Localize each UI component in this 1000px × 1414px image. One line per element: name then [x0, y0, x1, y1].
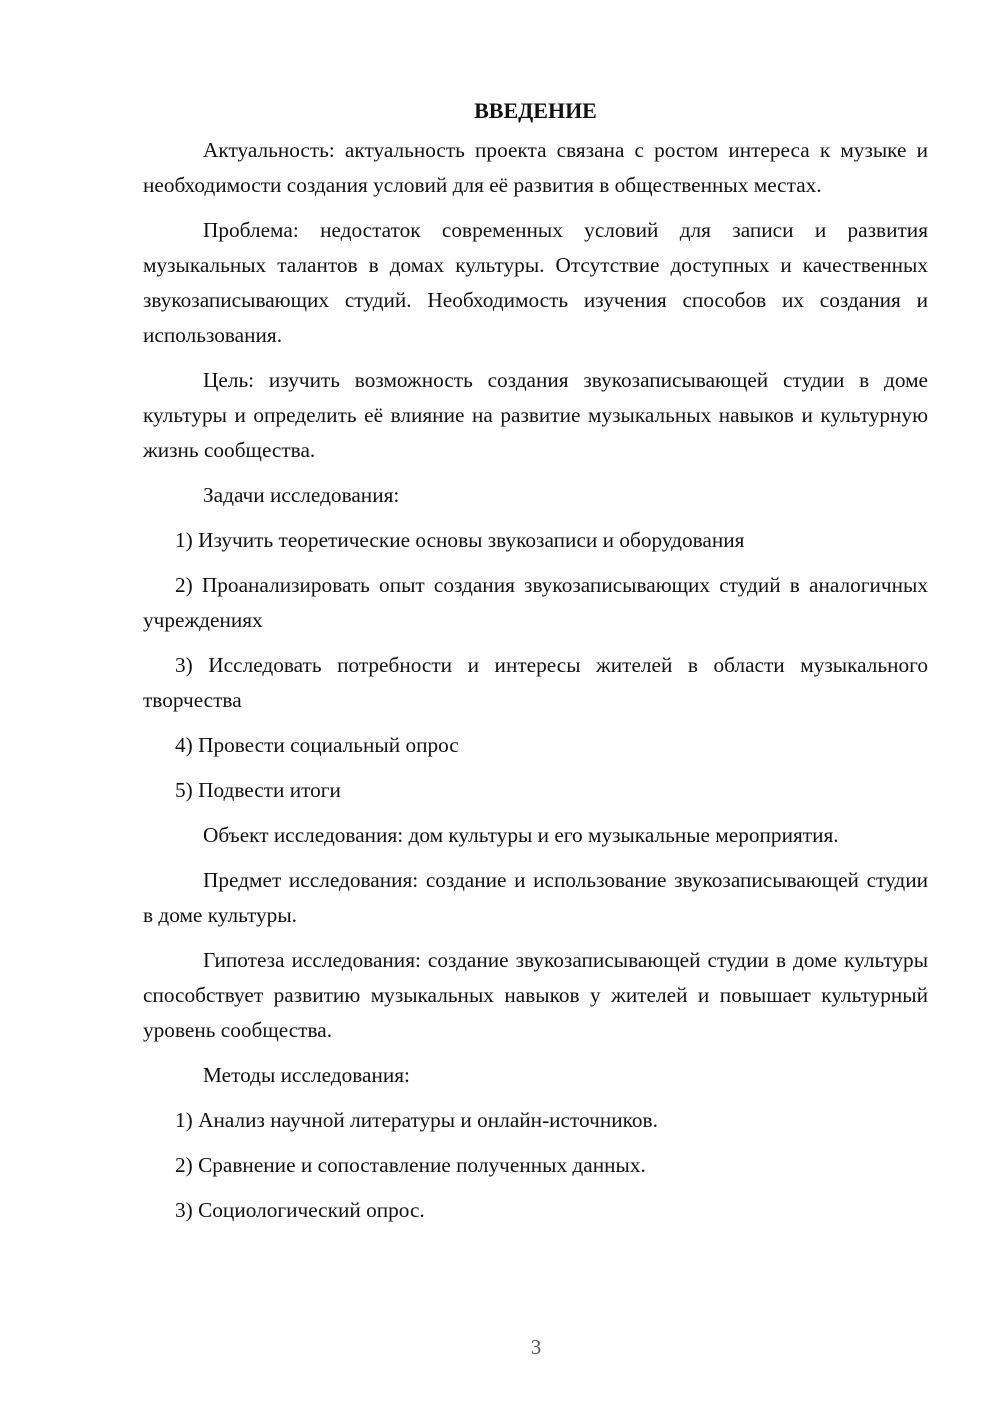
- page-title: ВВЕДЕНИЕ: [474, 98, 597, 123]
- list-item-task-1: 1) Изучить теоретические основы звукозаписи и оборудования: [175, 528, 745, 552]
- paragraph-goal: Цель: изучить возможность создания звукозаписывающей студии в доме культуры и определить её влияние на развитие музыкальных навыков и культурную жизнь сообщества.: [143, 368, 928, 462]
- list-item-method-3: 3) Социологический опрос.: [175, 1198, 425, 1222]
- list-item-method-2: 2) Сравнение и сопоставление полученных данных.: [175, 1153, 646, 1177]
- methods-heading: Методы исследования:: [203, 1063, 410, 1087]
- paragraph-subject: Предмет исследования: создание и использование звукозаписывающей студии в доме культуры.: [143, 868, 928, 927]
- list-item-task-2: 2) Проанализировать опыт создания звукозаписывающих студий в аналогичных учреждениях: [143, 573, 928, 632]
- paragraph-problem: Проблема: недостаток современных условий для записи и развития музыкальных талантов в домах культуры. Отсутствие доступных и качественных звукозаписывающих студий. Необходимость изучения способов их создания и использования.: [143, 218, 928, 347]
- page-number: 3: [530, 1335, 542, 1359]
- paragraph-hypothesis: Гипотеза исследования: создание звукозаписывающей студии в доме культуры способствует развитию музыкальных навыков у жителей и повышает культурный уровень сообщества.: [143, 948, 928, 1042]
- list-item-task-3: 3) Исследовать потребности и интересы жителей в области музыкального творчества: [143, 653, 928, 712]
- paragraph-relevance: Актуальность: актуальность проекта связана с ростом интереса к музыке и необходимости создания условий для её развития в общественных местах.: [143, 138, 928, 197]
- paragraph-object: Объект исследования: дом культуры и его музыкальные мероприятия.: [203, 823, 839, 847]
- list-item-task-4: 4) Провести социальный опрос: [175, 733, 459, 757]
- list-item-task-5: 5) Подвести итоги: [175, 778, 341, 802]
- list-item-method-1: 1) Анализ научной литературы и онлайн-источников.: [175, 1108, 658, 1132]
- tasks-heading: Задачи исследования:: [203, 483, 400, 507]
- document-page: [143, 93, 928, 1238]
